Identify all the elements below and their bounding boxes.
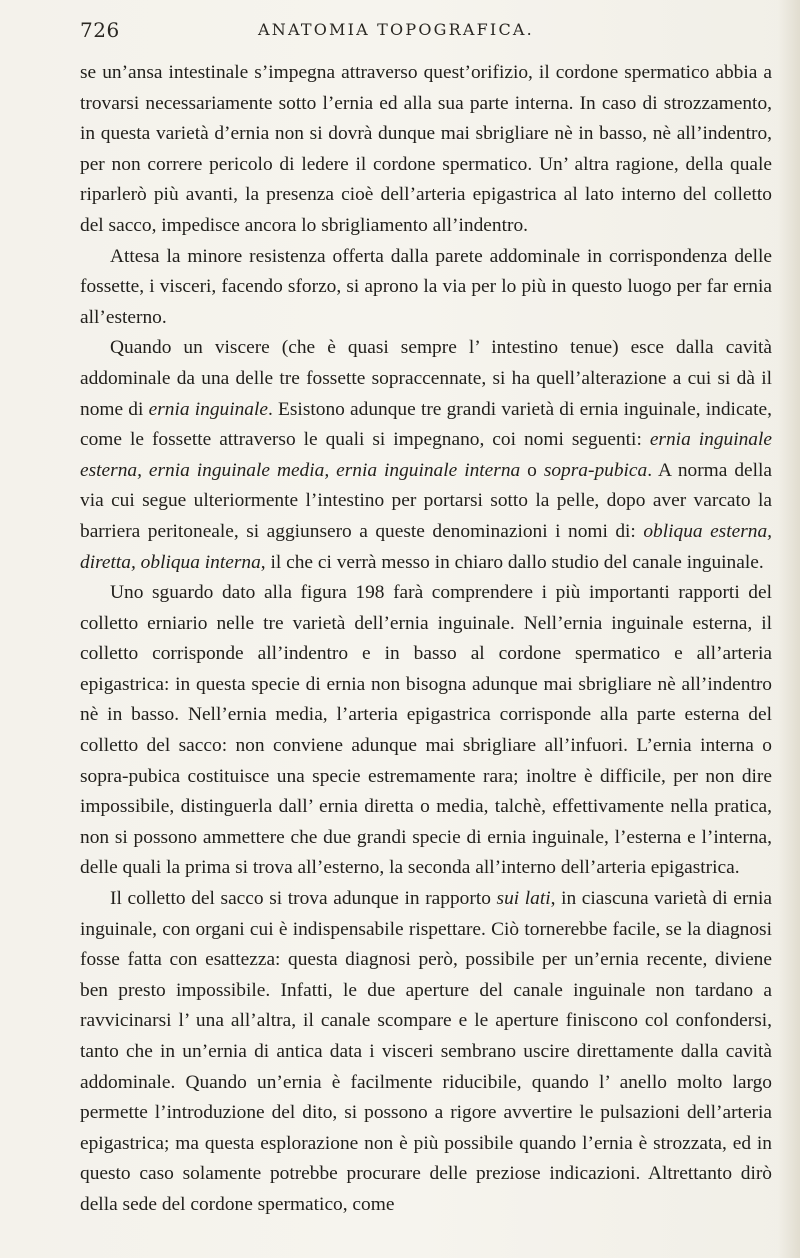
paragraph-abdominal-wall: Attesa la minore resistenza offerta dalla parete addominale in corrispondenza delle fossette, i visceri, facendo sforzo, si aprono la via per lo più in questo luogo per far ernia all’esterno. (80, 245, 772, 328)
italic-term: sopra-pubica (543, 459, 648, 481)
paragraph-continuation: se un’ansa intestinale s’impegna attraverso quest’orifizio, il cordone spermatico abbia a trovarsi necessariamente sotto l’ernia ed alla sua parte interna. In caso di strozzamento, in questa varietà d’ernia non si dovrà dunque mai sbrigliare nè in basso, nè all’indentro, per non correre pericolo di ledere il cordone spermatico. Un’ altra ragione, della quale riparlerò più avanti, la presenza cioè dell’arteria epigastrica al lato interno del colletto del sacco, impedisce ancora lo sbrigliamento all’indentro. (80, 62, 772, 236)
body-text (80, 58, 772, 1221)
italic-term: ernia inguinale (148, 398, 268, 420)
italic-term: sui lati (496, 888, 551, 910)
paragraph-inguinal-hernia-varieties (80, 333, 772, 578)
text-run: Quando un viscere (che è quasi sempre l’ intestino tenue) esce dalla cavità addominale da una delle tre fossette sopraccennate, si ha quell’alterazione a cui si dà il nome di (80, 337, 772, 420)
text-run: , in ciascuna varietà di ernia inguinale, con organi cui è indispensabile rispettare. Ciò tornerebbe facile, se la diagnosi fosse fatta con esattezza: questa diagnosi però, possibile per un’ernia recente, diviene ben presto impossibile. Infatti, le due aperture del canale inguinale non tardano a ravvicinarsi l’ una all’altra, il canale scompare e le aperture finiscono col confondersi, tanto che in un’ernia di antica data i visceri sembrano uscire direttamente dalla cavità addominale. Quando un’ernia è facilmente riducibile, quando l’ anello molto largo permette l’introduzione del dito, si possono a rigore avvertire le pulsazioni dell’arteria epigastrica; ma questa esplorazione non è più possibile quando l’ernia è strozzata, ed in questo caso solamente potrebbe procurare delle preziose indicazioni. Altrettanto dirò della sede del cordone spermatico, come (80, 888, 772, 1215)
italic-term: ernia inguinale esterna, ernia inguinale media, ernia inguinale interna (80, 429, 772, 481)
page-number: 726 (80, 18, 120, 42)
text-run: , il che ci verrà messo in chiaro dallo studio del canale inguinale. (260, 551, 764, 573)
paragraph-sac-collar (80, 884, 772, 1221)
text-run: o (520, 459, 544, 481)
paragraph-figure-198: Uno sguardo dato alla figura 198 farà comprendere i più importanti rapporti del colletto erniario nelle tre varietà dell’ernia inguinale. Nell’ernia inguinale esterna, il colletto corrisponde all’indentro e in basso al cordone spermatico e all’arteria epigastrica: in questa specie di ernia non bisogna adunque mai sbrigliare nè all’indentro nè in basso. Nell’ernia media, l’arteria epigastrica corrisponde alla parte esterna del colletto del sacco: non conviene adunque mai sbrigliare all’infuori. L’ernia interna o sopra-pubica costituisce una specie estremamente rara; inoltre è difficile, per non dire impossibile, distinguerla dall’ ernia diretta o media, talchè, effettivamente nella pratica, non si possono ammettere che due grandi specie di ernia inguinale, l’esterna e l’interna, delle quali la prima si trova all’esterno, la seconda all’interno dell’arteria epigastrica. (80, 582, 772, 879)
running-title: ANATOMIA TOPOGRAFICA. (258, 20, 534, 39)
text-run: Il colletto del sacco si trova adunque in rapporto (110, 888, 497, 910)
text-run: . Esistono adunque tre grandi varietà di ernia inguinale, indicate, come le fossette attraverso le quali si impegnano, coi nomi seguenti: (80, 398, 772, 451)
text-run: . A norma della via cui segue ulteriormente l’intestino per portarsi sotto la pelle, dopo aver varcato la barriera peritoneale, si aggiunsero a queste denominazioni i nomi di: (80, 459, 773, 542)
page-edge-shadow (778, 0, 800, 1258)
running-head (80, 18, 770, 50)
italic-term: obliqua esterna, diretta, obliqua interna (80, 520, 773, 573)
